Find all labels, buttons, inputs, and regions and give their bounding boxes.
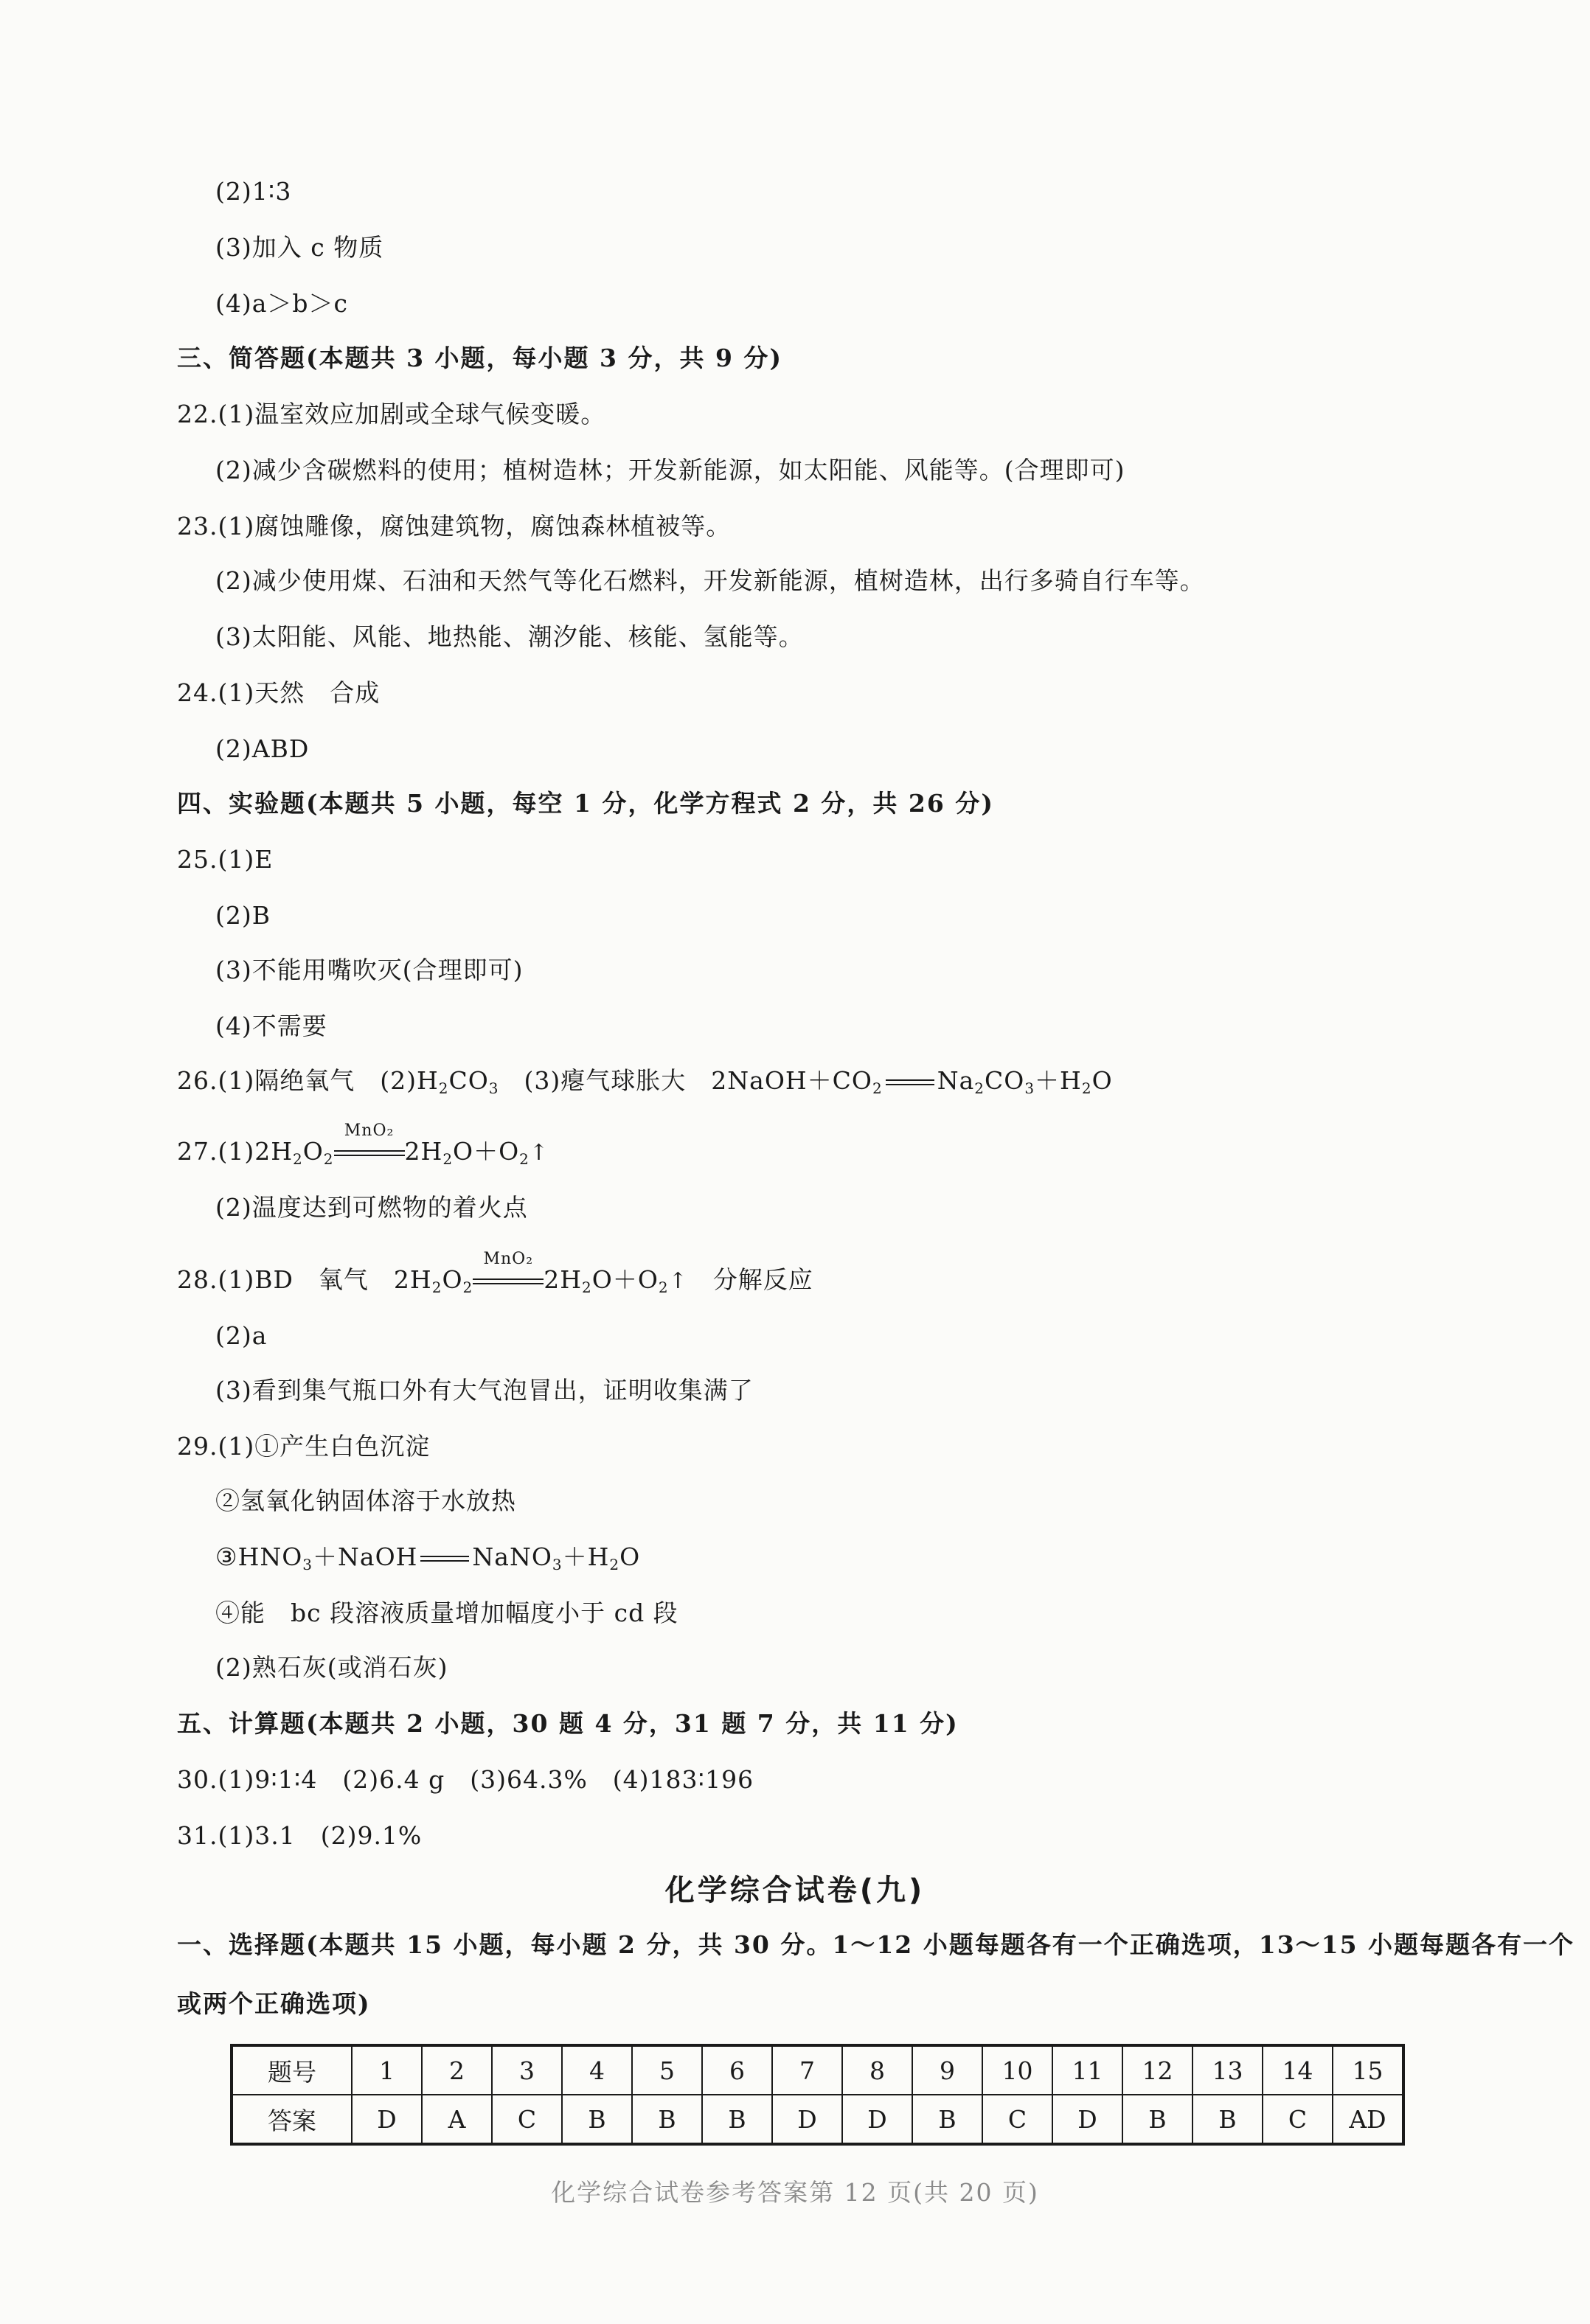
subscript: 3: [488, 1079, 499, 1097]
text-segment: 2H: [404, 1137, 443, 1166]
subscript: 2: [974, 1079, 985, 1097]
text-segment: ＋NaOH: [313, 1542, 418, 1571]
answer-cell: B: [912, 2095, 982, 2144]
section-heading: 一、选择题(本题共 15 小题，每小题 2 分，共 30 分。1～12 小题每题各有一个正确选项，13～15 小题每题各有一个: [177, 1930, 1575, 1959]
subscript: 3: [552, 1556, 563, 1573]
text-segment: O: [302, 1137, 324, 1166]
section-heading: 四、实验题(本题共 5 小题，每空 1 分，化学方程式 2 分，共 26 分): [177, 789, 994, 818]
text-segment: 2H: [544, 1265, 583, 1294]
text-segment: O: [1091, 1066, 1113, 1095]
text-segment: ＋H: [562, 1542, 610, 1571]
answer-line: (2)ABD: [215, 734, 310, 763]
answer-cell: B: [562, 2095, 632, 2144]
answer-line: (3)加入 c 物质: [215, 233, 384, 262]
subscript: 2: [582, 1278, 592, 1296]
section-heading: 或两个正确选项): [177, 1989, 371, 2018]
answer-line: (3)不能用嘴吹灭(合理即可): [215, 956, 524, 984]
answer-line: (3)看到集气瓶口外有大气泡冒出，证明收集满了: [215, 1376, 754, 1405]
question-number-cell: 4: [562, 2045, 632, 2095]
answer-cell: D: [772, 2095, 842, 2144]
answer-line: 30.(1)9∶1∶4 (2)6.4 g (3)64.3% (4)183∶196: [177, 1765, 754, 1794]
subscript: 3: [302, 1556, 313, 1573]
answer-line-equation: [215, 1541, 640, 1581]
question-number-cell: 12: [1122, 2045, 1192, 2095]
paper-title: 化学综合试卷(九): [664, 1874, 926, 1907]
answer-cell: B: [702, 2095, 772, 2144]
question-number-cell: 10: [982, 2045, 1052, 2095]
subscript: 2: [323, 1150, 334, 1168]
answer-line: 22.(1)温室效应加剧或全球气候变暖。: [177, 400, 606, 428]
answer-cell: D: [842, 2095, 912, 2144]
question-number-cell: 5: [632, 2045, 702, 2095]
text-segment: ③HNO: [215, 1542, 303, 1571]
reaction-condition: [334, 1121, 405, 1168]
answer-table: [230, 2044, 1405, 2146]
table-header-cell: 答案: [232, 2095, 352, 2144]
question-number-cell: 15: [1333, 2045, 1403, 2095]
subscript: 2: [462, 1278, 473, 1296]
text-segment: O: [442, 1265, 463, 1294]
text-segment: O＋O: [453, 1137, 520, 1166]
question-number-cell: 6: [702, 2045, 772, 2095]
text-segment: Na: [937, 1066, 975, 1095]
answer-line: (2)1∶3: [215, 177, 292, 206]
question-number-cell: 7: [772, 2045, 842, 2095]
answer-cell: D: [352, 2095, 422, 2144]
subscript: 3: [1024, 1079, 1035, 1097]
subscript: 2: [438, 1079, 449, 1097]
text-segment: 26.(1)隔绝氧气 (2)H: [177, 1066, 439, 1095]
table-header-cell: 题号: [232, 2045, 352, 2095]
question-number-cell: 14: [1263, 2045, 1333, 2095]
answer-line: (2)熟石灰(或消石灰): [215, 1653, 448, 1682]
catalyst-label: MnO₂: [483, 1250, 534, 1268]
section-heading: 五、计算题(本题共 2 小题，30 题 4 分，31 题 7 分，共 11 分): [177, 1709, 959, 1738]
equals-sign: [886, 1079, 934, 1085]
subscript: 2: [658, 1278, 669, 1296]
text-segment: NaNO: [472, 1542, 552, 1571]
answer-line: ④能 bc 段溶液质量增加幅度小于 cd 段: [215, 1598, 678, 1627]
answer-line-q26: [177, 1065, 1113, 1104]
table-row-numbers: [232, 2045, 1403, 2095]
answer-cell: C: [982, 2095, 1052, 2144]
answer-line: (2)a: [215, 1321, 268, 1350]
answer-line: 25.(1)E: [177, 845, 274, 874]
answer-cell: B: [632, 2095, 702, 2144]
subscript: 2: [431, 1278, 442, 1296]
subscript: 2: [293, 1150, 303, 1168]
question-number-cell: 2: [422, 2045, 492, 2095]
text-segment: O: [619, 1542, 641, 1571]
question-number-cell: 8: [842, 2045, 912, 2095]
answer-cell: B: [1122, 2095, 1192, 2144]
text-segment: CO: [448, 1066, 489, 1095]
answer-cell: C: [1263, 2095, 1333, 2144]
answer-line-q28: [177, 1250, 813, 1304]
question-number-cell: 1: [352, 2045, 422, 2095]
answer-line: (2)减少使用煤、石油和天然气等化石燃料，开发新能源，植树造林，出行多骑自行车等。: [215, 566, 1205, 595]
reaction-condition: [473, 1250, 544, 1296]
question-number-cell: 3: [492, 2045, 562, 2095]
equals-sign: [334, 1150, 405, 1156]
answer-cell: B: [1192, 2095, 1263, 2144]
text-segment: O＋O: [591, 1265, 659, 1294]
text-segment: (3)瘪气球胀大 2NaOH＋CO: [499, 1066, 872, 1095]
answer-line-q27: [177, 1121, 549, 1175]
answer-line: 31.(1)3.1 (2)9.1%: [177, 1821, 423, 1850]
subscript: 2: [519, 1150, 530, 1168]
answer-cell: D: [1052, 2095, 1122, 2144]
text-segment: CO: [985, 1066, 1025, 1095]
answer-line: (2)减少含碳燃料的使用；植树造林；开发新能源，如太阳能、风能等。(合理即可): [215, 456, 1125, 484]
subscript: 2: [1081, 1079, 1092, 1097]
gas-arrow-icon: ↑: [529, 1140, 549, 1166]
answer-cell: C: [492, 2095, 562, 2144]
answer-line: (2)温度达到可燃物的着火点: [215, 1193, 528, 1222]
answer-cell: AD: [1333, 2095, 1403, 2144]
answer-line: (4)不需要: [215, 1012, 327, 1040]
answer-line: 29.(1)①产生白色沉淀: [177, 1432, 431, 1461]
text-segment: 28.(1)BD 氧气 2H: [177, 1265, 432, 1294]
answer-cell: A: [422, 2095, 492, 2144]
page-footer: 化学综合试卷参考答案第 12 页(共 20 页): [551, 2178, 1039, 2207]
answer-line: (3)太阳能、风能、地热能、潮汐能、核能、氢能等。: [215, 622, 804, 651]
answer-line: (2)B: [215, 901, 271, 930]
question-number-cell: 13: [1192, 2045, 1263, 2095]
answer-line: ②氢氧化钠固体溶于水放热: [215, 1486, 516, 1515]
answer-line: 23.(1)腐蚀雕像，腐蚀建筑物，腐蚀森林植被等。: [177, 512, 732, 540]
text-segment: ＋H: [1035, 1066, 1082, 1095]
catalyst-label: MnO₂: [344, 1121, 395, 1140]
section-heading: 三、简答题(本题共 3 小题，每小题 3 分，共 9 分): [177, 344, 783, 372]
text-segment: 分解反应: [687, 1265, 813, 1294]
equals-sign: [473, 1278, 544, 1284]
subscript: 2: [609, 1556, 620, 1573]
question-number-cell: 11: [1052, 2045, 1122, 2095]
answer-line: 24.(1)天然 合成: [177, 678, 381, 707]
table-row-answers: [232, 2095, 1403, 2144]
equals-sign: [420, 1556, 469, 1562]
subscript: 2: [872, 1079, 883, 1097]
subscript: 2: [442, 1150, 454, 1168]
question-number-cell: 9: [912, 2045, 982, 2095]
text-segment: 27.(1)2H: [177, 1137, 293, 1166]
answer-line: (4)a＞b＞c: [215, 289, 349, 318]
gas-arrow-icon: ↑: [668, 1268, 688, 1294]
